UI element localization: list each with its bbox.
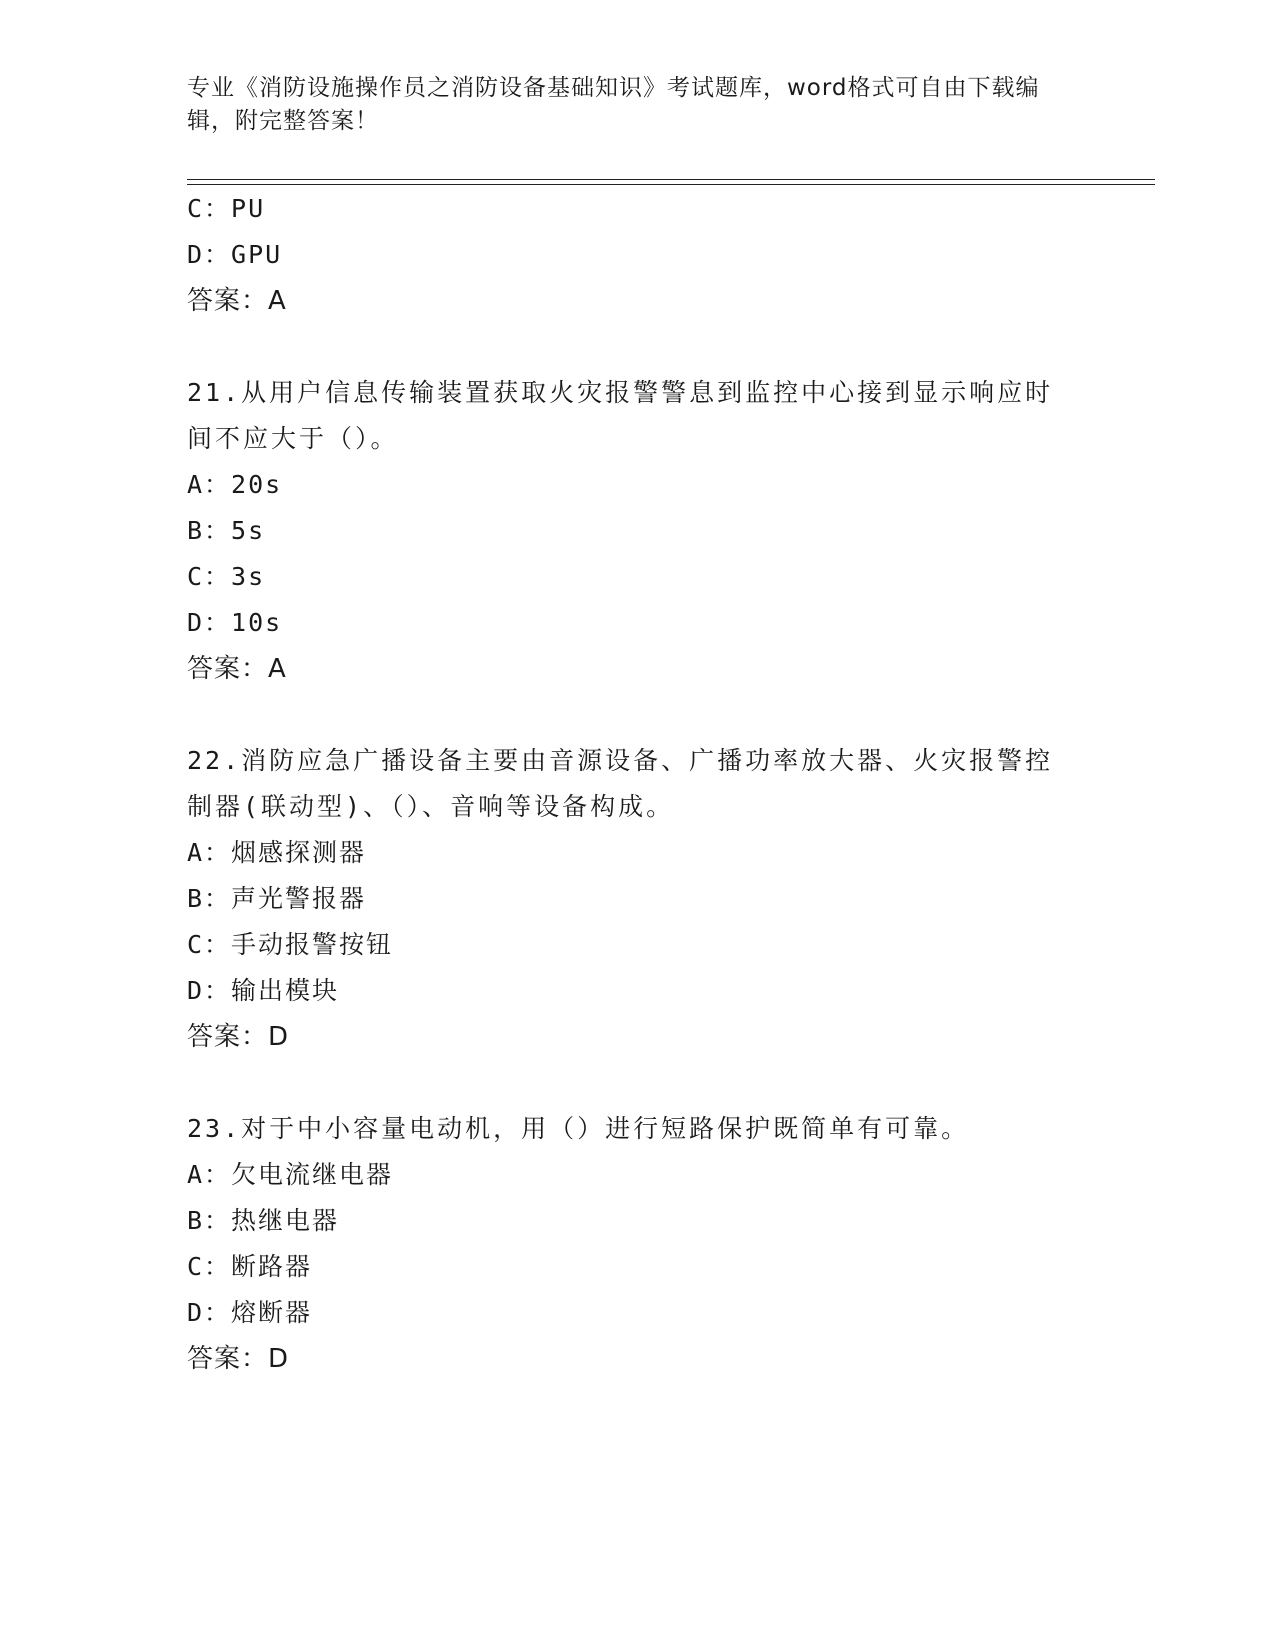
question-23 — [187, 1106, 1087, 1382]
question-list — [187, 186, 1087, 1382]
question-21 — [187, 370, 1087, 692]
answer-line: 答案：A — [187, 654, 287, 684]
answer-line: 答案：D — [187, 1344, 290, 1374]
option-c: C：3s — [187, 562, 266, 591]
option-a: A：20s — [187, 470, 283, 499]
answer-line: 答案：D — [187, 1022, 290, 1052]
option-d: D：10s — [187, 608, 283, 637]
option-a: A：欠电流继电器 — [187, 1160, 394, 1189]
continued-question — [187, 186, 1087, 324]
option-d: D：熔断器 — [187, 1298, 313, 1327]
answer-line: 答案：A — [187, 286, 287, 316]
header-divider-top — [187, 179, 1155, 180]
option-d: D：输出模块 — [187, 976, 340, 1005]
document-header: 专业《消防设施操作员之消防设备基础知识》考试题库，word格式可自由下载编辑，附完整答案！ — [187, 75, 1040, 134]
question-stem: 23.对于中小容量电动机，用（）进行短路保护既简单有可靠。 — [187, 1114, 970, 1143]
option-c: C：手动报警按钮 — [187, 930, 394, 959]
option-c: C：断路器 — [187, 1252, 313, 1281]
option-b: B：声光警报器 — [187, 884, 367, 913]
option-b: B：热继电器 — [187, 1206, 340, 1235]
option-c: C：PU — [187, 194, 266, 223]
option-d: D：GPU — [187, 240, 283, 269]
option-b: B：5s — [187, 516, 266, 545]
header-divider-bottom — [187, 184, 1155, 185]
question-stem: 21.从用户信息传输装置获取火灾报警警息到监控中心接到显示响应时间不应大于（）。 — [187, 378, 1054, 453]
question-22 — [187, 738, 1087, 1060]
option-a: A：烟感探测器 — [187, 838, 367, 867]
question-stem: 22.消防应急广播设备主要由音源设备、广播功率放大器、火灾报警控制器(联动型)、（）、音响等设备构成。 — [187, 746, 1054, 821]
